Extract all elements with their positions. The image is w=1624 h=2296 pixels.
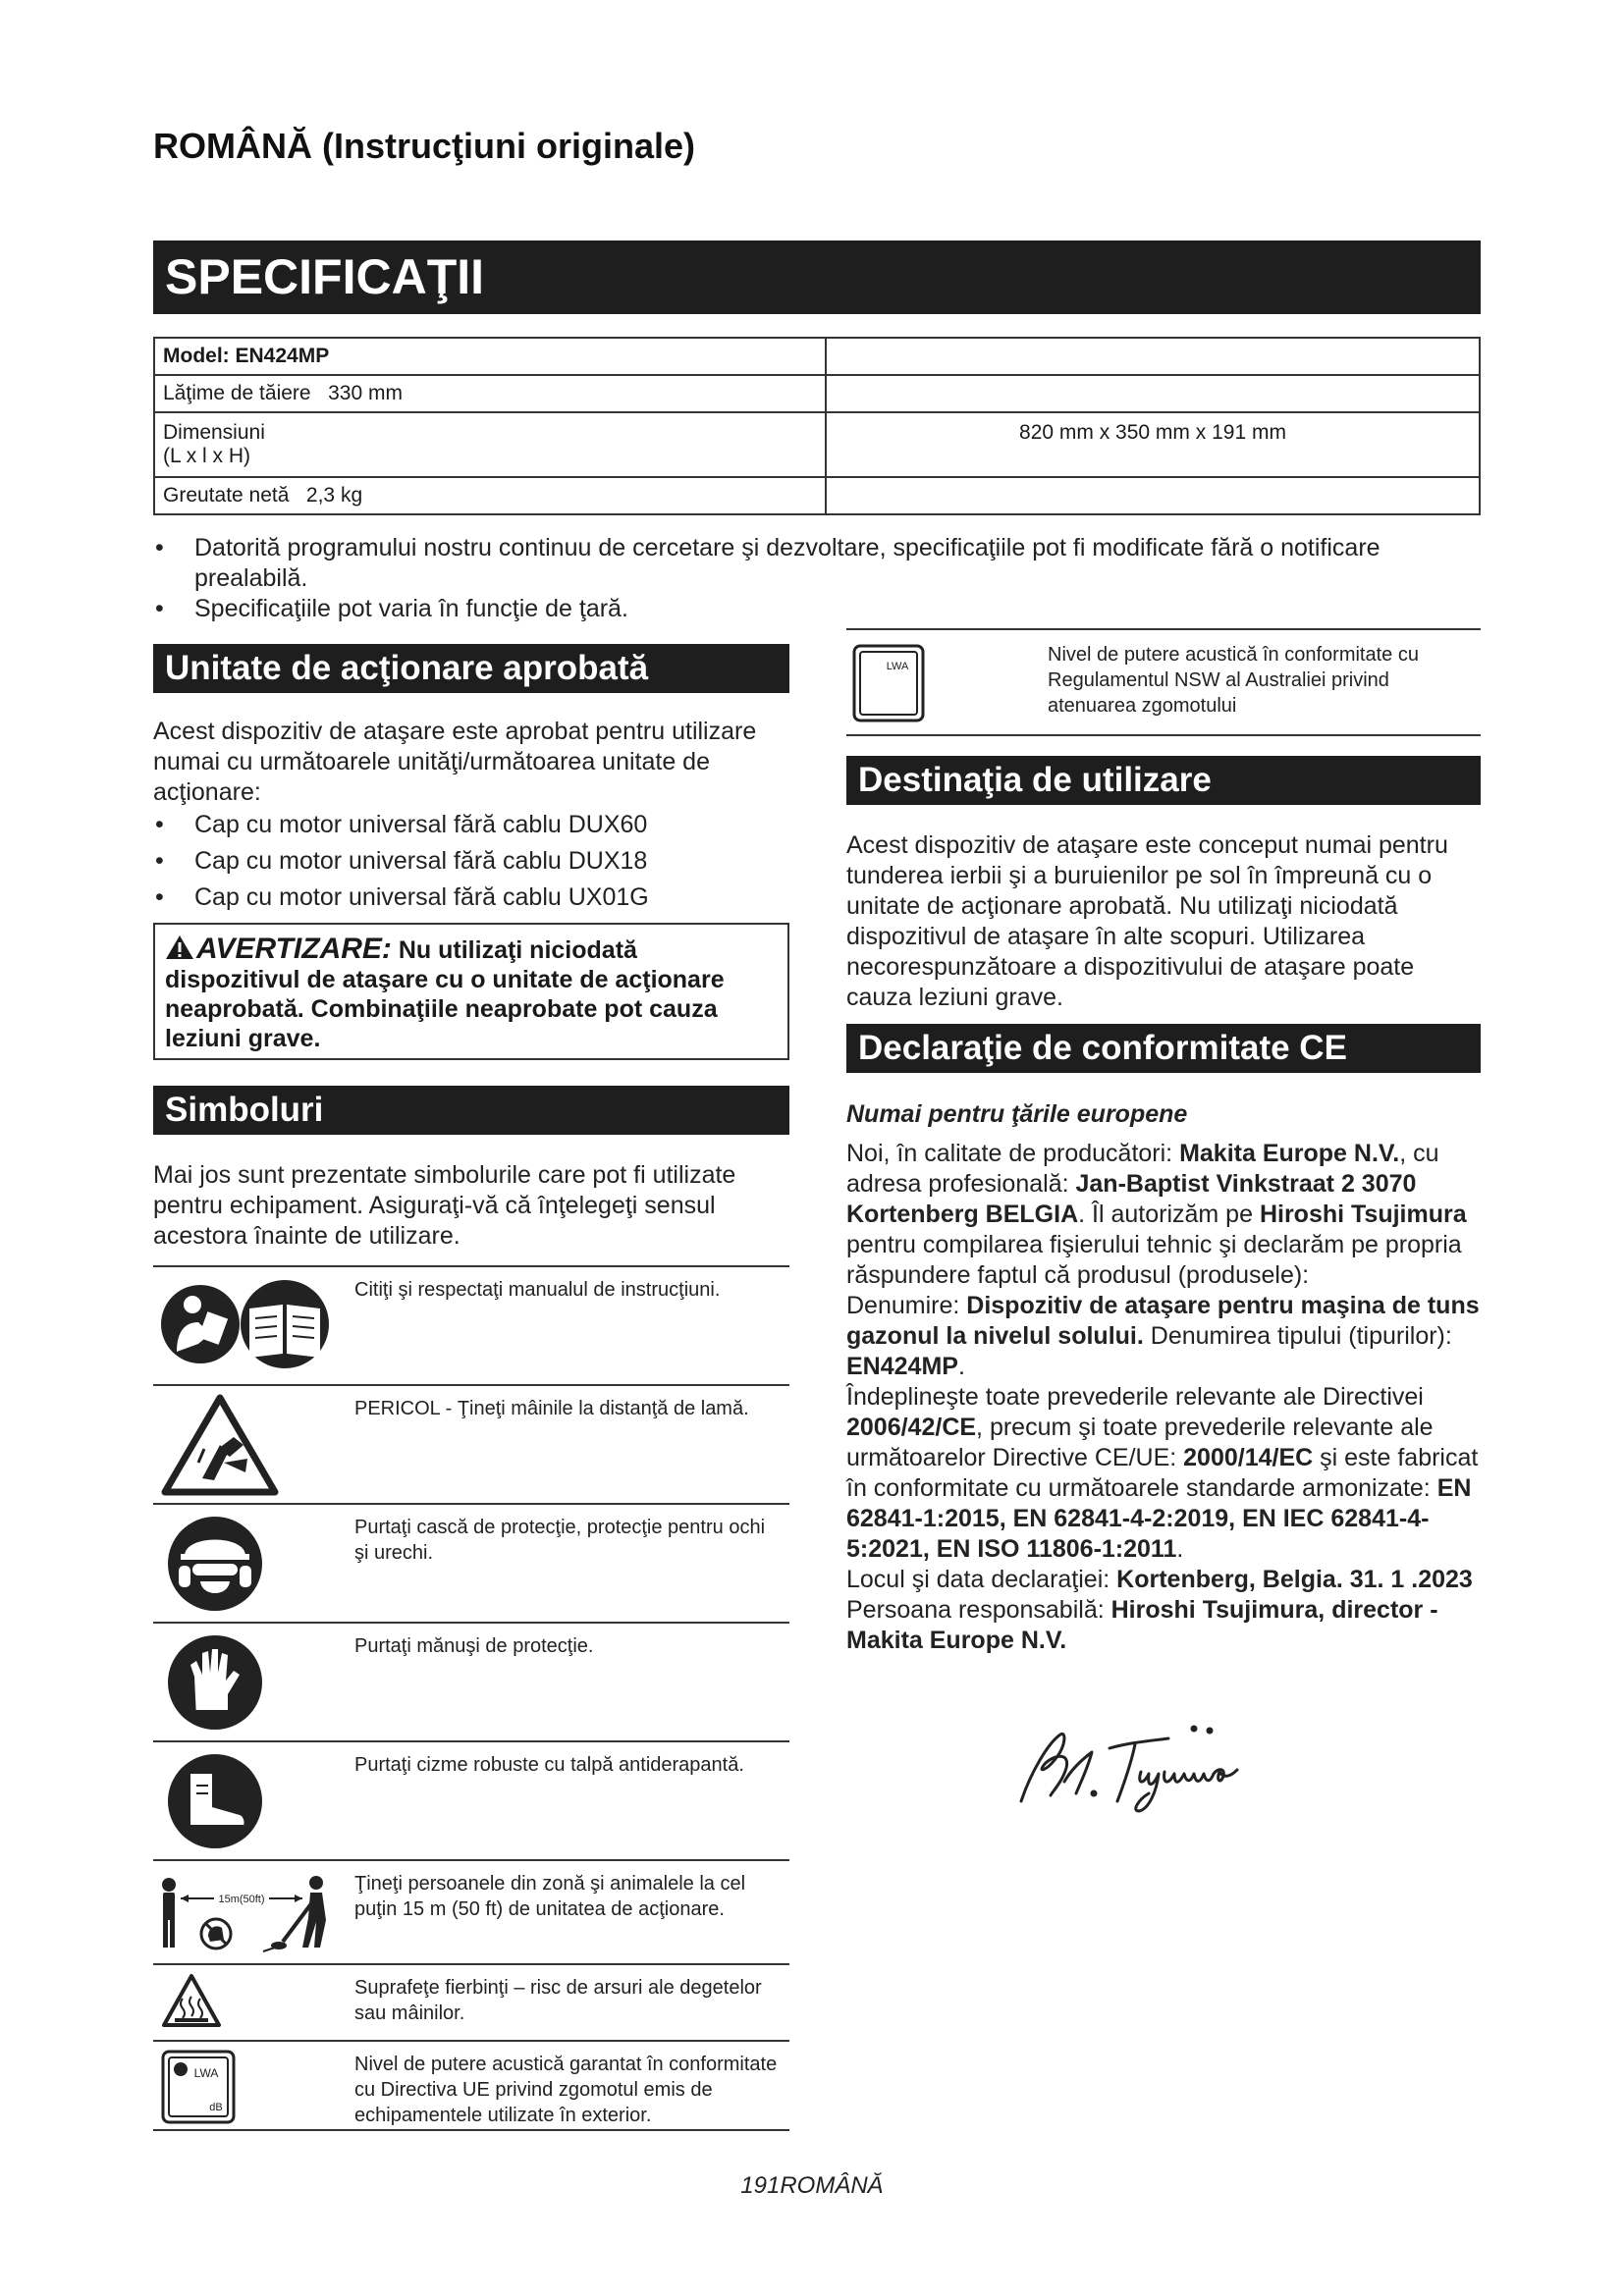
directive-noise: 2000/14/EC [1183,1444,1314,1471]
cutting-width-cell: Lăţime de tăiere 330 mm [154,375,826,412]
symbol-row [153,1503,789,1622]
ce-text: pentru compilarea fişierului tehnic şi declarăm pe propria răspundere faptul că produsul (produsele): [846,1231,1462,1289]
warning-text: Nu utilizaţi niciodată dispozitivul de ataşare cu o unitate de acţionare neaprobată. Combinaţiile neaprobate pot cauza leziuni grave. [165,936,725,1052]
cutting-width-value-cell [826,375,1480,412]
boots-icon [161,1750,269,1852]
page-footer: 191ROMÂNĂ [740,2172,884,2199]
db-label: dB [209,2102,223,2113]
ce-text: . Îl autorizăm pe [1078,1201,1260,1228]
ce-text: . [957,1353,965,1380]
blade-danger-icon [161,1394,279,1496]
dimensions-cell [154,412,826,477]
warning-triangle-icon [165,934,194,960]
net-weight-value-cell [826,477,1480,514]
declaration-place-date: Kortenberg, Belgia. 31. 1 .2023 [1116,1566,1473,1593]
ce-text: Denumire: [846,1292,967,1319]
model-label: Model: EN424MP [163,345,330,367]
spec-note: • Specificaţiile pot varia în funcţie de ţară. [153,594,1481,624]
ce-paragraph-person [846,1595,1494,1656]
ce-text: Noi, în calitate de producători: [846,1140,1180,1167]
symbol-text: PERICOL - Ţineţi mâinile la distanţă de lamă. [354,1398,749,1419]
distance-label: 15m(50ft) [218,1894,265,1905]
symbol-text: Purtaţi cizme robuste cu talpă antiderapantă. [354,1754,744,1776]
authorized-person: Hiroshi Tsujimura [1259,1201,1467,1228]
symbols-intro: Mai jos sunt prezentate simbolurile care pot fi utilizate pentru echipament. Asiguraţi-vă că înţelegeţi sensul acestora înainte de utilizare. [153,1161,736,1250]
hot-surface-icon [161,1973,222,2028]
dimensions-label: Dimensiuni [163,421,265,444]
manufacturer-name: Makita Europe N.V. [1179,1140,1400,1167]
symbol-text: Nivel de putere acustică garantat în conformitate cu Directiva UE privind zgomotul emis de echipamentele utilizate în exterior. [354,2054,778,2126]
dimensions-sub: (L x l x H) [163,445,251,467]
spec-notes [153,533,1481,624]
symbol-row [153,1265,789,1384]
nsw-sound-row [846,628,1481,736]
nsw-sound-text: Nivel de putere acustică în conformitate cu Regulamentul NSW al Australiei privind atenuarea zgomotului [1048,644,1419,717]
read-manual-icon [159,1275,336,1373]
ce-declaration-body [846,1139,1494,1656]
symbol-text: Suprafeţe fierbinţi – risc de arsuri ale degetelor sau mâinilor. [354,1977,762,2024]
ce-text: Persoana responsabilă: [846,1596,1111,1624]
warning-box [153,923,789,1060]
symbol-row [153,1384,789,1503]
approved-unit-heading: Unitate de acţionare aprobată [153,644,789,693]
ce-paragraph-manufacturer [846,1139,1494,1291]
spec-table [153,337,1481,515]
ce-paragraph-place [846,1565,1494,1595]
ce-subtitle: Numai pentru ţările europene [846,1100,1188,1128]
spec-note: • Datorită programului nostru continuu de cercetare şi dezvoltare, specificaţiile pot fi modificate fără o notificare prealabilă. [153,533,1481,594]
symbol-text: Purtaţi cască de protecţie, protecţie pentru ochi şi urechi. [354,1517,766,1564]
intended-use-heading: Destinaţia de utilizare [846,756,1481,805]
symbols-heading: Simboluri [153,1086,789,1135]
directive-machinery: 2006/42/CE [846,1414,977,1441]
symbol-text: Purtaţi mănuşi de protecţie. [354,1635,594,1657]
approved-unit-intro: Acest dispozitiv de ataşare este aprobat pentru utilizare numai cu următoarele unităţi/următoarea unitate de acţionare: [153,718,757,806]
symbol-row [153,1963,789,2040]
signature-image [1001,1713,1326,1821]
warning-label: AVERTIZARE: [196,933,392,965]
ce-text: Locul şi data declaraţiei: [846,1566,1117,1593]
product-type: EN424MP [846,1353,958,1380]
sound-power-nsw-icon [852,644,925,722]
intended-use-text: Acest dispozitiv de ataşare este conceput numai pentru tunderea ierbii şi a buruienilor pe sol în împreună cu o unitate de acţionare aprobată. Nu utilizaţi niciodată dispozitivul de ataşare în alte scopuri. Utilizarea necorespunzătoare a dispozitivului de ataşare poate cauza leziuni grave. [846,831,1448,1011]
ce-text: , precum şi toate prevederile relevante ale următoarelor Directive CE/UE: [846,1414,1434,1471]
ce-text: Denumirea tipului (tipurilor): [1143,1322,1452,1350]
net-weight-cell: Greutate netă 2,3 kg [154,477,826,514]
harmonized-standards: EN 62841-1:2015, EN 62841-4-2:2019, EN IEC 62841-4-5:2021, EN ISO 11806-1:2011 [846,1474,1472,1563]
approved-unit-list [153,810,791,913]
symbol-row [153,1622,789,1740]
specifications-heading: SPECIFICAŢII [153,240,1481,314]
list-item: • Cap cu motor universal fără cablu DUX60 [153,810,791,840]
lwa-label: LWA [193,2066,219,2080]
ce-text: . [1176,1535,1184,1563]
symbol-row [153,1859,789,1963]
lwa-label: LWA [886,661,909,672]
model-cell [154,338,826,375]
language-title: ROMÂNĂ (Instrucţiuni originale) [153,126,695,166]
symbol-text: Ţineţi persoanele din zonă şi animalele la cel puţin 15 m (50 ft) de unitatea de acţionare. [354,1873,746,1920]
ce-text: Îndeplineşte toate prevederile relevante ale Directivei [846,1383,1424,1411]
ce-paragraph-directives [846,1382,1494,1565]
keep-distance-icon [153,1871,340,1959]
responsible-person: Hiroshi Tsujimura, director - Makita Europe N.V. [846,1596,1438,1654]
symbol-row [153,1740,789,1859]
ce-text: şi este fabricat în conformitate cu următoarele standarde armonizate: [846,1444,1479,1502]
ce-declaration-heading: Declaraţie de conformitate CE [846,1024,1481,1073]
gloves-icon [161,1631,269,1734]
model-value-cell [826,338,1480,375]
symbol-text: Citiţi şi respectaţi manualul de instrucţiuni. [354,1279,721,1301]
manufacturer-address: Jan-Baptist Vinkstraat 2 3070 Kortenberg BELGIA [846,1170,1417,1228]
helmet-goggles-earmuffs-icon [161,1513,269,1615]
list-item: • Cap cu motor universal fără cablu UX01G [153,882,791,913]
symbols-table [153,1265,789,2131]
ce-text: , cu adresa profesională: [846,1140,1439,1198]
dimensions-value: 820 mm x 350 mm x 191 mm [826,412,1480,477]
product-name: Dispozitiv de ataşare pentru maşina de tuns gazonul la nivelul solului. [846,1292,1480,1350]
ce-paragraph-product [846,1291,1494,1382]
list-item: • Cap cu motor universal fără cablu DUX18 [153,846,791,877]
symbol-row [153,2040,789,2131]
sound-power-eu-icon [161,2050,236,2124]
